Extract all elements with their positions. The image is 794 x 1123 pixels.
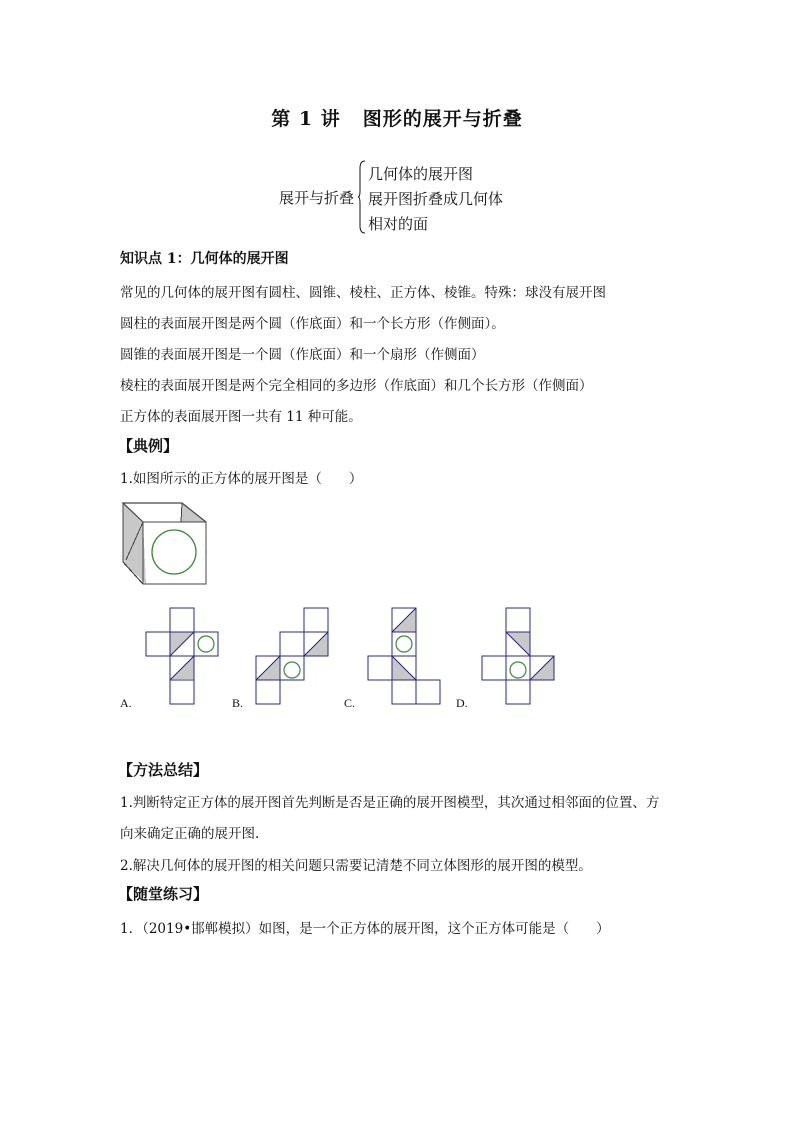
net-option-b bbox=[255, 607, 331, 705]
knowledge-line-5: 正方体的表面展开图一共有 11 种可能。 bbox=[120, 409, 362, 425]
net-option-c bbox=[367, 607, 443, 705]
cube-figure bbox=[122, 502, 210, 586]
knowledge-line-2: 圆柱的表面展开图是两个圆（作底面）和一个长方形（作侧面）。 bbox=[120, 316, 505, 332]
net-option-a bbox=[145, 607, 221, 705]
method-heading: 【方法总结】 bbox=[118, 761, 209, 779]
knowledge-line-3: 圆锥的表面展开图是一个圆（作底面）和一个扇形（作侧面） bbox=[120, 347, 485, 363]
page-title bbox=[0, 104, 794, 131]
option-d-label: D. bbox=[456, 696, 468, 710]
option-c-label: C. bbox=[344, 696, 356, 710]
practice-heading: 【随堂练习】 bbox=[118, 885, 209, 903]
method-line-2: 向来确定正确的展开图. bbox=[120, 826, 260, 842]
practice-question: 1．（2019•邯郸模拟）如图，是一个正方体的展开图，这个正方体可能是（ ） bbox=[120, 921, 610, 937]
lecture-number: 第 1 讲 bbox=[271, 108, 341, 130]
mindmap-branch-2: 展开图折叠成几何体 bbox=[368, 190, 504, 208]
cube-circle bbox=[152, 530, 196, 574]
mindmap-root: 展开与折叠 bbox=[279, 189, 355, 207]
method-line-1: 1.判断特定正方体的展开图首先判断是否是正确的展开图模型，其次通过相邻面的位置、方 bbox=[120, 795, 660, 811]
knowledge-heading: 知识点 1：几何体的展开图 bbox=[120, 251, 289, 267]
option-b-label: B. bbox=[232, 696, 244, 710]
net-option-d bbox=[481, 607, 557, 705]
mindmap-brace bbox=[358, 160, 366, 234]
lecture-topic: 图形的展开与折叠 bbox=[362, 108, 523, 130]
cube-top-shade bbox=[181, 503, 205, 522]
example-heading: 【典例】 bbox=[118, 437, 179, 455]
knowledge-line-4: 棱柱的表面展开图是两个完全相同的多边形（作底面）和几个长方形（作侧面） bbox=[120, 378, 593, 394]
knowledge-line-1: 常见的几何体的展开图有圆柱、圆锥、棱柱、正方体、棱锥。特殊：球没有展开图 bbox=[120, 285, 606, 301]
method-line-3: 2.解决几何体的展开图的相关问题只需要记清楚不同立体图形的展开图的模型。 bbox=[120, 858, 592, 874]
mindmap-branch-3: 相对的面 bbox=[368, 215, 429, 233]
example-question: 1.如图所示的正方体的展开图是（ ） bbox=[120, 471, 363, 487]
mindmap-branch-1: 几何体的展开图 bbox=[368, 165, 474, 183]
option-a-label: A. bbox=[120, 696, 132, 710]
